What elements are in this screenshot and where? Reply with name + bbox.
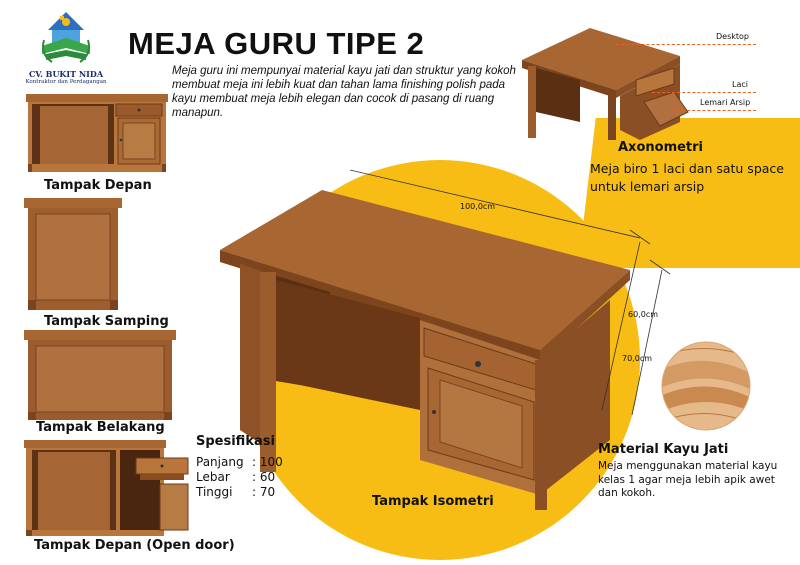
- spec-key: Tinggi: [196, 485, 233, 499]
- desktop-label: Desktop: [716, 32, 749, 41]
- spec-key: Lebar: [196, 470, 230, 484]
- cabinet-pointer-line: [672, 110, 756, 111]
- axonometric-drawing: [520, 22, 700, 142]
- drawer-label: Laci: [732, 80, 748, 89]
- specifications-title: Spesifikasi: [196, 434, 275, 449]
- spec-row-length: [196, 455, 283, 470]
- spec-key: Panjang: [196, 455, 244, 469]
- isometric-view-label: Tampak Isometri: [372, 494, 494, 509]
- front-open-view-drawing: [24, 440, 192, 536]
- company-name: CV. BUKIT NIDA: [28, 69, 104, 79]
- spec-value: : 70: [252, 485, 276, 499]
- side-view-drawing: [24, 198, 122, 310]
- dimension-lines: [320, 160, 680, 420]
- cabinet-label: Lemari Arsip: [700, 98, 751, 107]
- spec-value: : 100: [252, 455, 283, 469]
- logo-emblem-icon: [38, 10, 94, 68]
- desktop-pointer-line: [616, 44, 756, 45]
- material-description: Meja menggunakan material kayu kelas 1 agar meja lebih apik awet dan kokoh.: [598, 460, 778, 499]
- spec-row-height: [196, 485, 283, 500]
- front-view-drawing: [24, 94, 170, 172]
- company-subtitle: Kontraktor dan Perdagangan: [25, 79, 107, 85]
- axonometric-title: Axonometri: [618, 140, 704, 155]
- back-view-drawing: [24, 330, 176, 420]
- product-description: Meja guru ini mempunyai material kayu jati dan struktur yang kokoh membuat meja ini lebih kuat dan tahan lama finishing polish pada kayu membuat meja lebih elegan dan cocok di pasang di ruang manapun.: [172, 65, 516, 119]
- wood-material-sample: [660, 340, 752, 432]
- height-dimension: 70,0cm: [622, 354, 653, 363]
- side-view-label: Tampak Samping: [44, 314, 169, 329]
- page-title: MEJA GURU TIPE 2: [128, 26, 425, 61]
- spec-row-width: [196, 470, 283, 485]
- company-logo: [16, 10, 116, 96]
- spec-value: : 60: [252, 470, 276, 484]
- back-view-label: Tampak Belakang: [36, 420, 165, 435]
- length-dimension: 100,0cm: [460, 202, 496, 211]
- axonometric-description: Meja biro 1 laci dan satu space untuk lemari arsip: [590, 161, 784, 194]
- front-open-view-label: Tampak Depan (Open door): [34, 538, 235, 553]
- front-view-label: Tampak Depan: [44, 178, 152, 193]
- specifications: [196, 434, 283, 500]
- width-dimension: 60,0cm: [628, 310, 659, 319]
- drawer-pointer-line: [652, 92, 756, 93]
- material-title: Material Kayu Jati: [598, 442, 729, 457]
